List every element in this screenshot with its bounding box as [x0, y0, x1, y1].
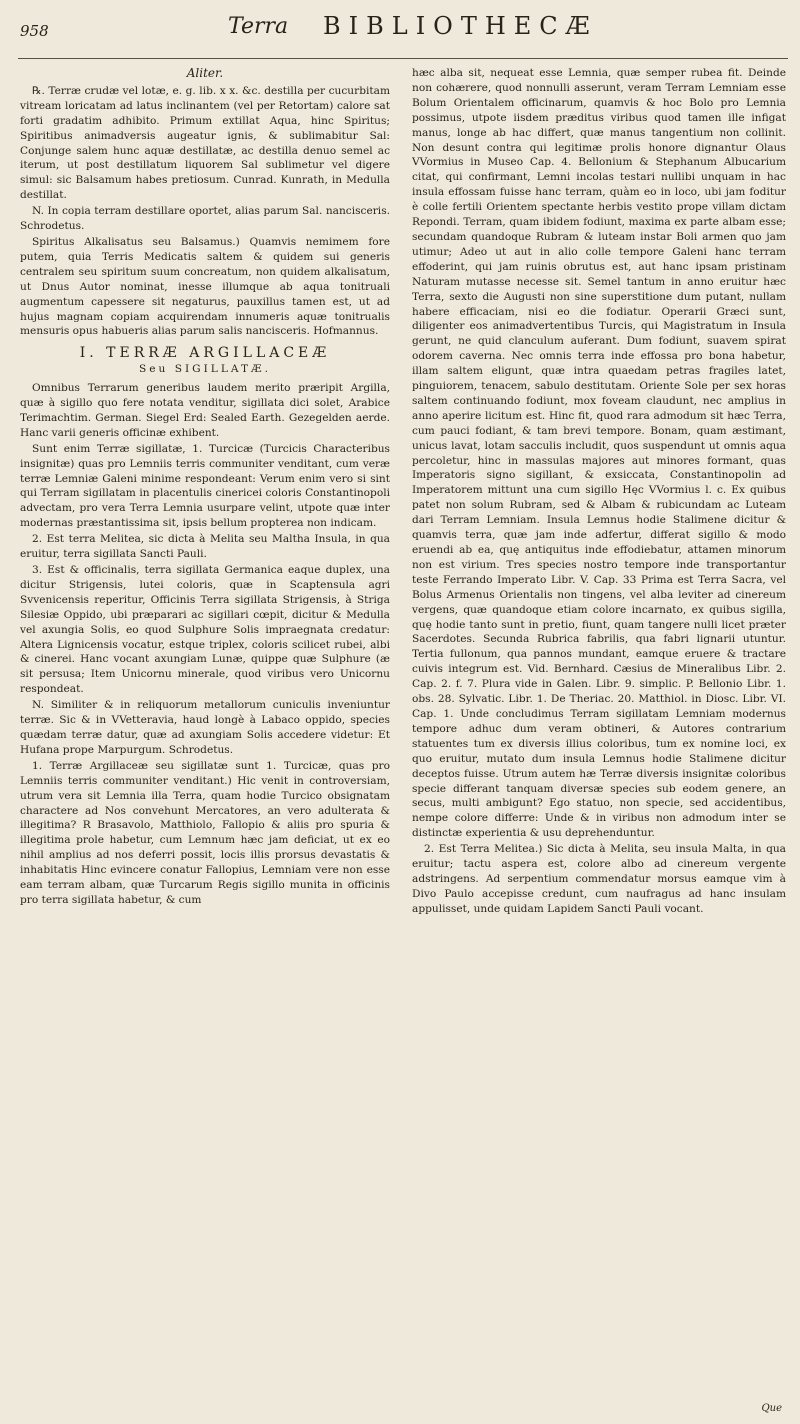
- running-title: BIBLIOTHECÆ: [323, 12, 598, 40]
- subheading-aliter: Aliter.: [186, 66, 224, 80]
- paragraph: hæc alba sit, nequeat esse Lemnia, quæ semper rubea fit. Deinde non cohærere, quod nonnulli asserunt, veram Terram Lemniam esse Bolum Orientalem officinarum, quamvis & hoc Bolo pro Lemnia possimus, utpote iisdem præditus viribus quod tamen ille infigat manus, longe ab hac differt, quæ manus tangentium non collinit. Non desunt contra qui legitimæ prolis honore dignantur Olaus VVormius in Museo Cap. 4. Bellonium & Stephanum Albucarium citat, qui confirmant, Lemni incolas testari nullibi unquam in hac insula effossam fuisse hanc terram, quàm eo in loco, ubi jam foditur è colle fertili Orientem spectante herbis vestito prope villam dictam Repondi. Terram, quam ibidem fodiunt, maxima ex parte albam esse; secundam quandoque Rubram & luteam instar Boli armen quo jam utimur; Adeo ut aut in alio colle tempore Galeni hanc terram effoderint, qui jam ruinis obrutus est, aut hanc ipsam pristinam Naturam mutasse necesse sit. Semel tantum in anno eruitur hæc Terra, sexto die Augusti non sine superstitione dum putant, nullam habere efficaciam, nisi eo die fodiatur. Operarii Græci sunt, diligenter eos animadvertentibus Turcis, qui Magistratum in Insula gerunt, ne quid clanculum auferant. Dum fodiunt, suavem spirat odorem caverna. Nec omnis terra inde effossa pro bona habetur, illam saltem eligunt, quæ intra quaedam petras fragiles latet, pinguiorem, tenacem, sabulo destitutam. Oriente Sole per sex horas saltem continuando fodiunt, mox foveam claudunt, nec amplius in anno aperire licitum est. Hinc fit, quod rara admodum sit hæc Terra, cum pauci fodiant, & tam brevi tempore. Bonam, quam æstimant, unicus lavat, lotam sacculis includit, quos suspendunt ut omnis aqua percoletur, hinc in massulas majores aut minores formant, quas Imperatoris signo sigillant, & exsiccata, Constantinopolin ad Imperatorem mittunt una cum sigillo Hęc VVormius l. c. Ex quibus patet non solum Rubram, sed & Albam & rubicundam ac Luteam dari Terram Lemniam. Insula Lemnus hodie Stalimene dicitur & quamvis terra, quæ jam inde adfertur, differat sigillo & modo eruendi ab ea, quę antiquitus inde effodiebatur, attamen minorum non est virium. Tres species nostro tempore inde transportantur teste Ferrando Imperato Libr. V. Cap. 33 Prima est Terra Sacra, vel Bolus Armenus Orientalis non tingens, vel alba leviter ad cinereum vergens, quæ quandoque etiam colore incarnato, ex quibus sigilla, quę hodie tanto sunt in pretio, fiunt, quam tangere nulli licet præter Sacerdotes. Secunda Rubrica fabrilis, qua fabri lignarii utuntur. Tertia fullonum, qua pannos mundant, eamque eruere & tractare cuivis integrum est. Vid. Bernhard. Cæsius de Mineralibus Libr. 2. Cap. 2. f. 7. Plura vide in Galen. Libr. 9. simplic. P. Bellonio Libr. 1. obs. 28. Sylvatic. Libr. 1. De Theriac. 20. Matthiol. in Diosc. Libr. VI. Cap. 1. Unde concludimus Terram sigillatam Lemniam modernus tempore adhuc dum veram obtineri, & Autores contrarium statuentes tum ex diversis illius coloribus, tum ex nomine loci, ex quo eruitur, mutato dum insula Lemnus hodie Stalimene dicitur deceptos fuisse. Utrum autem hæ Terræ diversis insignitæ coloribus specie differant tanquam diversæ species sub eodem genere, an secus, multi ambigunt? Ego statuo, non specie, sed accidentibus, nempe colore differre: Unde & in viribus non admodum inter se distinctæ experientia & usu deprehenduntur.: [412, 67, 786, 840]
- section-title: I. TERRÆ ARGILLACEÆ: [79, 345, 331, 362]
- paragraph: 1. Terræ Argillaceæ seu sigillatæ sunt 1. Turcicæ, quas pro Lemniis terris communiter venditant.) Hic venit in controversiam, utrum vera sit Lemnia illa Terra, quam hodie Turcico obsignatam charactere ad Nos convehunt Mercatores, an vero adulterata & illegitima? R Brasavolo, Matthiolo, Fallopio & aliis pro spuria & illegitima prole habetur, cum Lemnum hæc jam deficiat, ut ex eo nihil amplius ad nos deferri possit, locis illis prorsus devastatis & inhabitatis Hinc evincere conatur Fallopius, Lemniam vere non esse eam terram albam, quæ Turcarum Regis sigillo munita in officinis pro terra sigillata habetur, & cum: [20, 759, 390, 906]
- paragraph: Sunt enim Terræ sigillatæ, 1. Turcicæ (Turcicis Characteribus insignitæ) quas pro Lemniis terris communiter venditant, cum veræ terræ Lemniæ Galeni minime respondeant: Verum enim vero si sint qui Terram sigillatam in placentulis cinericei coloris Constantinopoli advectam, pro vera Terra Lemnia usurpare velint, utpote quæ inter modernas præstantissima sit, ipsis bellum propterea non indicam.: [20, 442, 390, 530]
- page-header: [18, 8, 788, 59]
- catchword: Que: [761, 1403, 782, 1414]
- paragraph: N. Similiter & in reliquorum metallorum cuniculis inveniuntur terræ. Sic & in VVetteravia, haud longè à Labaco oppido, species quædam terræ datur, quæ ad axungiam Solis accedere videtur: Et Hufana prope Marpurgum. Schrodetus.: [20, 699, 390, 756]
- paragraph: Omnibus Terrarum generibus laudem merito præripit Argilla, quæ à sigillo quo fere notata venditur, sigillata dici solet, Arabice Terimachtim. German. Siegel Erd: Sealed Earth. Gezegelden aerde. Hanc varii generis officinæ exhibent.: [20, 382, 390, 439]
- paragraph: N. In copia terram destillare oportet, alias parum Sal. nancisceris. Schrodetus.: [20, 205, 390, 233]
- right-column: [412, 66, 786, 918]
- paragraph: 2. Est terra Melitea, sic dicta à Melita seu Maltha Insula, in qua eruitur, terra sigillata Sancti Pauli.: [20, 533, 390, 561]
- page-number: 958: [20, 22, 49, 40]
- paragraph: Spiritus Alkalisatus seu Balsamus.) Quamvis nemimem fore putem, quia Terris Medicatis saltem & quidem sui generis centralem seu spiritum suum concreatum, non quidem alkalisatum, ut Dnus Autor nominat, inesse illumque ab aqua tonitruali augmentum capessere sit negaturus, pauxillus tamen est, ut ad hujus magnam copiam acquirendam innumeris aquæ tonitrualis mensuris opus habueris alias parum salis nancisceris. Hofmannus.: [20, 235, 390, 338]
- section-subtitle: Seu SIGILLATÆ.: [139, 363, 271, 376]
- running-word: Terra: [228, 14, 289, 39]
- paragraph: ℞. Terræ crudæ vel lotæ, e. g. lib. x x. &c. destilla per cucurbitam vitream loricatam ad latus inclinantem (vel per Retortam) calore sat forti gradatim adhibito. Primum extillat Aqua, hinc Spiritus; Spiritibus animadversis augeatur ignis, & sublimabitur Sal: Conjunge salem hunc aquæ destillatæ, ac destilla denuo semel ac iterum, ut post destillatum liquorem Sal sublimetur vel digere simul: sic Balsamum habes pretiosum. Cunrad. Kunrath, in Medulla destillat.: [20, 84, 390, 202]
- paragraph: 3. Est & officinalis, terra sigillata Germanica eaque duplex, una dicitur Strigensis, lutei coloris, quæ in Scaptensula agri Svvenicensis reperitur, Officinis Terra sigillata Strigensis, à Striga Silesiæ Oppido, ubi præparari ac sigillari cœpit, dicitur & Medulla vel axungia Solis, eo quod Sulphure Solis impraegnata credatur: Altera Lignicensis vocatur, estque triplex, coloris scilicet rubei, albi & cinerei. Hanc vocant axungiam Lunæ, quippe quæ Sulphure (æ sit persusa; Item Unicornu minerale, quod viribus vero Unicornu respondeat.: [20, 564, 390, 696]
- paragraph: 2. Est Terra Melitea.) Sic dicta à Melita, seu insula Malta, in qua eruitur; tactu aspera est, colore albo ad cinereum vergente adstringens. Ad serpentium commendatur morsus eamque vim à Divo Paulo accepisse credunt, cum naufragus ad hanc insulam appulisset, unde quidam Lapidem Sancti Pauli vocant.: [412, 843, 786, 915]
- left-column: [20, 66, 390, 909]
